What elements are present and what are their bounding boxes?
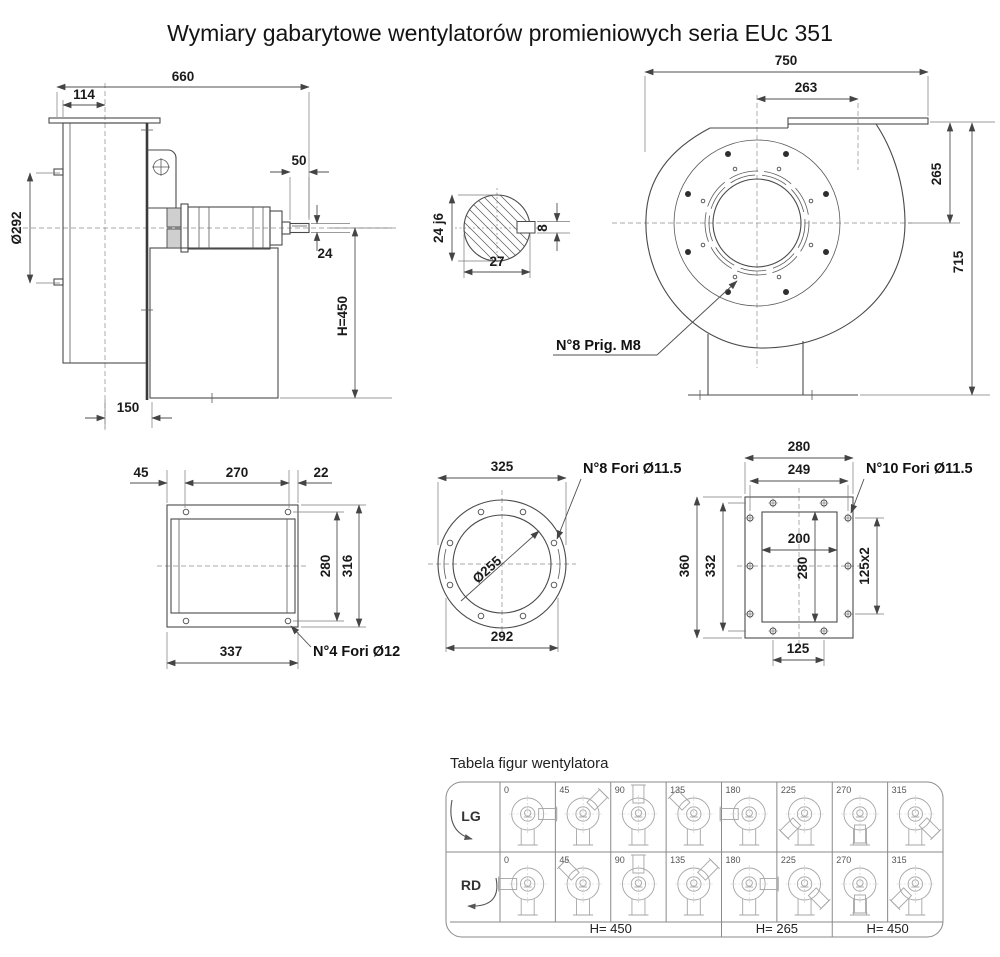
outlet-direction-icon (918, 816, 941, 839)
figure-angle-label: 270 (836, 785, 852, 795)
dim-316: 316 (340, 554, 355, 578)
row-label-lg: LG (461, 808, 481, 824)
bolt-cross-icon (152, 158, 170, 176)
front-view-drawing (553, 53, 995, 400)
dim-280-outer: 280 (787, 439, 811, 454)
dim-125: 125 (786, 641, 810, 656)
figure-angle-label: 135 (670, 785, 686, 795)
fori-115-label: N°8 Fori Ø11.5 (583, 461, 682, 477)
height-label-3: H= 450 (866, 921, 909, 936)
figure-cell-RD-90 (615, 855, 658, 915)
figure-angle-label: 180 (725, 785, 741, 795)
shaft-section-drawing (431, 145, 570, 317)
dim-22: 22 (313, 465, 329, 480)
figure-cell-RD-180 (726, 855, 779, 915)
height-label-2: H= 265 (755, 921, 799, 936)
figure-table (446, 755, 943, 937)
dim-50: 50 (291, 153, 307, 168)
dim-750: 750 (774, 53, 798, 68)
figure-angle-label: 225 (780, 785, 796, 795)
figure-angle-label: 315 (891, 785, 907, 795)
dim-660: 660 (171, 69, 195, 84)
figure-angle-label: 90 (614, 855, 625, 865)
figure-angle-label: 0 (504, 855, 510, 865)
outlet-direction-icon (890, 886, 913, 909)
dim-280-inner: 280 (795, 556, 810, 580)
outlet-direction-icon (696, 858, 719, 881)
motor-bracket (147, 150, 176, 208)
page-title: Wymiary gabarytowe wentylatorów promieniowych seria EUc 351 (167, 20, 833, 46)
figure-angle-label: 45 (559, 785, 570, 795)
fori-12-label: N°4 Fori Ø12 (313, 644, 401, 660)
inlet-flange-drawing (428, 459, 681, 652)
figure-cell-RD-45 (557, 855, 602, 915)
outlet-direction-icon (779, 816, 802, 839)
dim-200: 200 (787, 531, 811, 546)
pedestal (150, 248, 278, 398)
figure-angle-label: 315 (891, 855, 907, 865)
dim-249: 249 (787, 462, 811, 477)
dim-325: 325 (490, 459, 514, 474)
dim-height: H=450 (335, 295, 350, 337)
figure-angle-label: 180 (725, 855, 741, 865)
dim-715: 715 (951, 250, 966, 274)
dim-270: 270 (225, 465, 249, 480)
figure-cell-LG-0 (504, 785, 557, 845)
dim-263: 263 (794, 80, 818, 95)
figure-cell-LG-45 (559, 785, 608, 845)
volute-scroll (646, 124, 905, 348)
figure-angle-label: 0 (504, 785, 510, 795)
dim-24: 24 (317, 246, 333, 261)
dim-27: 27 (489, 254, 505, 269)
dim-114: 114 (73, 87, 95, 102)
table-heading: Tabela figur wentylatora (450, 755, 609, 772)
dim-292-diameter: Ø292 (9, 211, 24, 245)
prig-m8-label: N°8 Prig. M8 (556, 338, 641, 354)
figure-cell-LG-270 (836, 785, 879, 845)
dim-shaft-24j6: 24 j6 (431, 212, 446, 244)
dim-8: 8 (535, 224, 550, 232)
row-label-rd: RD (460, 877, 482, 893)
dim-332: 332 (703, 554, 718, 578)
figure-cell-RD-0 (499, 855, 547, 915)
figure-angle-label: 135 (670, 855, 686, 865)
dim-292: 292 (490, 629, 514, 644)
figure-cell-LG-315 (892, 785, 941, 845)
dim-360: 360 (677, 554, 692, 578)
figure-angle-label: 225 (780, 855, 796, 865)
outlet-flange-drawing (130, 465, 400, 669)
figure-cell-LG-90 (615, 785, 658, 845)
figure-angle-label: 45 (559, 855, 570, 865)
figure-angle-label: 270 (836, 855, 852, 865)
height-label-1: H= 450 (589, 921, 632, 936)
figure-cell-LG-135 (668, 785, 713, 845)
figure-angle-label: 90 (614, 785, 625, 795)
outlet-direction-icon (586, 788, 609, 811)
figure-cell-RD-135 (670, 855, 719, 915)
dim-337: 337 (219, 644, 243, 659)
figure-cell-RD-270 (836, 855, 879, 915)
outlet-direction-icon (807, 886, 830, 909)
side-view-drawing (9, 69, 396, 430)
dim-125x2: 125x2 (857, 547, 872, 585)
figure-cell-LG-225 (779, 785, 824, 845)
fori-10-label: N°10 Fori Ø11.5 (866, 461, 973, 477)
side-flange-drawing (677, 439, 973, 666)
keyway (517, 222, 535, 234)
dim-150: 150 (116, 400, 140, 415)
figure-cells (499, 785, 941, 915)
dim-45: 45 (133, 465, 149, 480)
dim-280: 280 (318, 554, 333, 578)
figure-cell-LG-180 (720, 785, 768, 845)
figure-cell-RD-225 (781, 855, 830, 915)
dim-265: 265 (929, 162, 944, 186)
figure-cell-RD-315 (890, 855, 935, 915)
dim-255-diameter: Ø255 (469, 553, 505, 587)
